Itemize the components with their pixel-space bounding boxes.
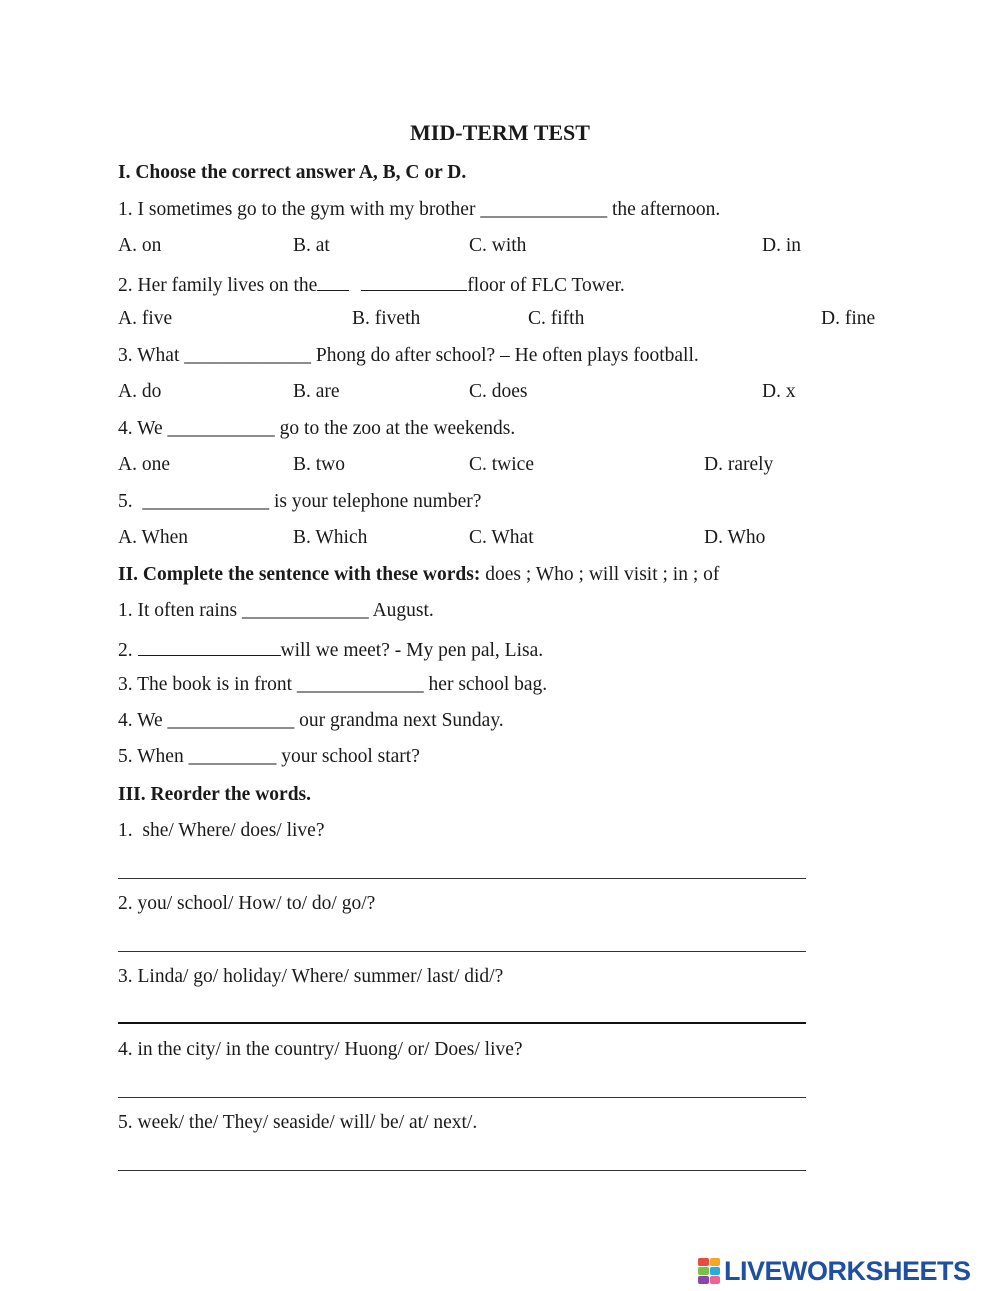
answer-line[interactable] <box>118 878 806 879</box>
option-4b[interactable]: B. two <box>293 454 346 475</box>
answer-blank[interactable]: _____________ <box>142 491 270 512</box>
answer-line[interactable] <box>118 1022 806 1024</box>
question-4: 4. We ___________ go to the zoo at the weekends. <box>118 418 516 439</box>
answer-line[interactable] <box>118 951 806 952</box>
question-5: 5. _____________ is your telephone number? <box>118 491 482 512</box>
answer-blank[interactable]: _________ <box>188 746 277 767</box>
fill-item-2: 2. will we meet? - My pen pal, Lisa. <box>118 640 544 661</box>
answer-blank[interactable]: _____________ <box>296 674 424 695</box>
option-5b[interactable]: B. Which <box>293 527 368 548</box>
reorder-item-1: 1. she/ Where/ does/ live? <box>118 820 325 841</box>
word-bank: does ; Who ; will visit ; in ; of <box>480 564 720 585</box>
option-1c[interactable]: C. with <box>469 235 527 256</box>
fill-item-3: 3. The book is in front _____________ her school bag. <box>118 674 548 695</box>
option-3c[interactable]: C. does <box>469 381 528 402</box>
answer-line[interactable] <box>118 1170 806 1171</box>
option-1d[interactable]: D. in <box>762 235 801 256</box>
option-3d[interactable]: D. x <box>762 381 796 402</box>
option-4d[interactable]: D. rarely <box>704 454 774 475</box>
logo-text: LIVEWORKSHEETS <box>724 1255 971 1286</box>
option-5a[interactable]: A. When <box>118 527 189 548</box>
option-3a[interactable]: A. do <box>118 381 162 402</box>
question-1: 1. I sometimes go to the gym with my brother _____________ the afternoon. <box>118 199 721 220</box>
reorder-item-3: 3. Linda/ go/ holiday/ Where/ summer/ last/ did/? <box>118 966 504 987</box>
reorder-item-2: 2. you/ school/ How/ to/ do/ go/? <box>118 893 376 914</box>
option-5d[interactable]: D. Who <box>704 527 766 548</box>
option-3b[interactable]: B. are <box>293 381 340 402</box>
answer-blank[interactable]: _____________ <box>167 710 295 731</box>
answer-line[interactable] <box>118 1097 806 1098</box>
option-2b[interactable]: B. fiveth <box>352 308 421 329</box>
option-2d[interactable]: D. fine <box>821 308 876 329</box>
answer-blank[interactable]: _____________ <box>184 345 312 366</box>
answer-blank[interactable]: ___________ <box>167 418 275 439</box>
option-5c[interactable]: C. What <box>469 527 534 548</box>
answer-blank[interactable] <box>317 273 349 291</box>
reorder-item-5: 5. week/ the/ They/ seaside/ will/ be/ at/ next/. <box>118 1112 478 1133</box>
liveworksheets-logo <box>698 1256 971 1286</box>
answer-blank[interactable]: _____________ <box>242 600 369 621</box>
reorder-item-4: 4. in the city/ in the country/ Huong/ or/ Does/ live? <box>118 1039 523 1060</box>
section-1-heading: I. Choose the correct answer A, B, C or D. <box>118 162 467 183</box>
option-4a[interactable]: A. one <box>118 454 170 475</box>
answer-blank[interactable]: _____________ <box>480 199 608 220</box>
question-2: 2. Her family lives on the floor of FLC Tower. <box>118 275 625 296</box>
option-2a[interactable]: A. five <box>118 308 173 329</box>
option-2c[interactable]: C. fifth <box>528 308 585 329</box>
fill-item-5: 5. When _________ your school start? <box>118 746 420 767</box>
question-3: 3. What _____________ Phong do after school? – He often plays football. <box>118 345 699 366</box>
answer-blank[interactable] <box>361 273 467 291</box>
fill-item-4: 4. We _____________ our grandma next Sunday. <box>118 710 504 731</box>
section-3-heading: III. Reorder the words. <box>118 784 312 805</box>
option-1b[interactable]: B. at <box>293 235 330 256</box>
option-1a[interactable]: A. on <box>118 235 162 256</box>
option-4c[interactable]: C. twice <box>469 454 534 475</box>
logo-mark-icon <box>698 1258 720 1284</box>
answer-blank[interactable] <box>138 638 281 656</box>
page-title: MID-TERM TEST <box>410 120 590 145</box>
section-2-heading: II. Complete the sentence with these words: does ; Who ; will visit ; in ; of <box>118 564 720 585</box>
fill-item-1: 1. It often rains _____________ August. <box>118 600 434 621</box>
